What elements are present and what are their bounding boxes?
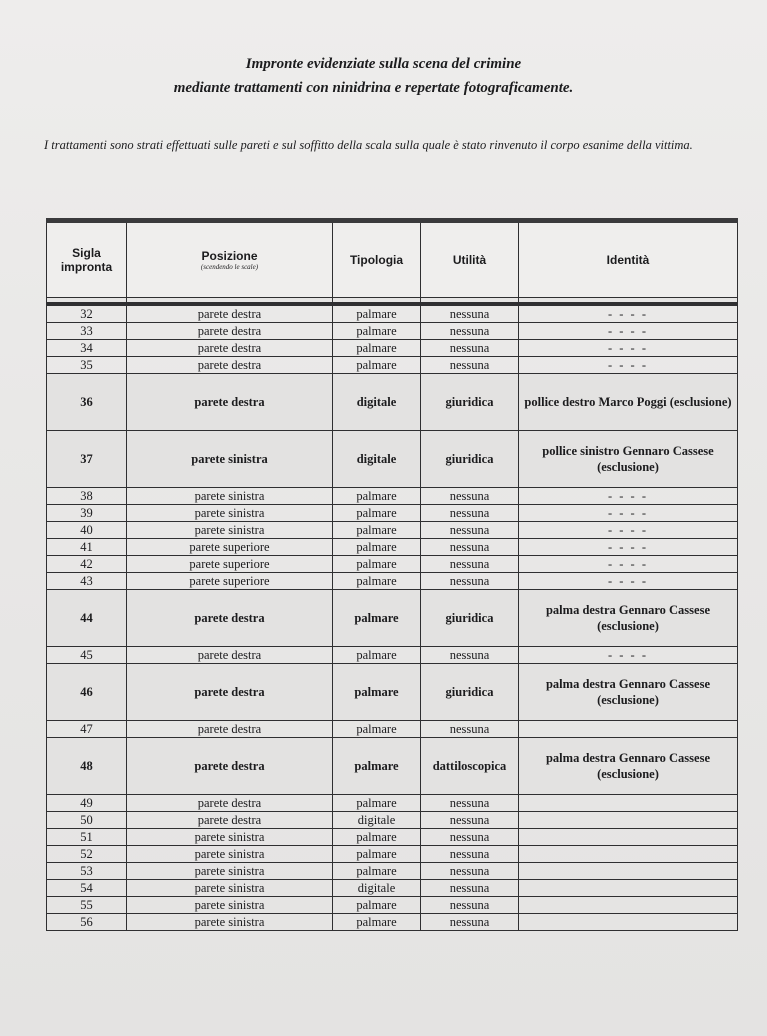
cell-posizione: parete sinistra bbox=[127, 863, 333, 880]
table-row bbox=[47, 812, 738, 829]
table-row bbox=[47, 357, 738, 374]
cell-tipologia: digitale bbox=[333, 880, 421, 897]
cell-sigla: 37 bbox=[47, 431, 127, 488]
cell-posizione: parete destra bbox=[127, 795, 333, 812]
cell-identita: - - - - bbox=[519, 505, 738, 522]
cell-utilita: nessuna bbox=[421, 539, 519, 556]
cell-utilita: nessuna bbox=[421, 573, 519, 590]
table-row bbox=[47, 738, 738, 795]
cell-tipologia: palmare bbox=[333, 664, 421, 721]
cell-sigla: 40 bbox=[47, 522, 127, 539]
table-row bbox=[47, 795, 738, 812]
table-row bbox=[47, 647, 738, 664]
table-row bbox=[47, 340, 738, 357]
table-row bbox=[47, 374, 738, 431]
cell-tipologia: palmare bbox=[333, 846, 421, 863]
cell-identita bbox=[519, 880, 738, 897]
cell-utilita: nessuna bbox=[421, 323, 519, 340]
cell-posizione: parete destra bbox=[127, 357, 333, 374]
cell-sigla: 42 bbox=[47, 556, 127, 573]
header-sigla: Sigla impronta bbox=[47, 221, 127, 298]
table-row bbox=[47, 880, 738, 897]
cell-sigla: 45 bbox=[47, 647, 127, 664]
cell-sigla: 49 bbox=[47, 795, 127, 812]
cell-tipologia: palmare bbox=[333, 914, 421, 931]
cell-sigla: 39 bbox=[47, 505, 127, 522]
cell-sigla: 34 bbox=[47, 340, 127, 357]
cell-utilita: dattiloscopica bbox=[421, 738, 519, 795]
cell-posizione: parete destra bbox=[127, 664, 333, 721]
cell-posizione: parete sinistra bbox=[127, 914, 333, 931]
cell-identita: - - - - bbox=[519, 357, 738, 374]
cell-sigla: 54 bbox=[47, 880, 127, 897]
cell-tipologia: palmare bbox=[333, 829, 421, 846]
cell-identita: pollice destro Marco Poggi (esclusione) bbox=[519, 374, 738, 431]
table-header-row bbox=[47, 221, 738, 298]
cell-identita bbox=[519, 863, 738, 880]
cell-sigla: 46 bbox=[47, 664, 127, 721]
cell-sigla: 43 bbox=[47, 573, 127, 590]
table-row bbox=[47, 505, 738, 522]
table-row bbox=[47, 488, 738, 505]
cell-sigla: 33 bbox=[47, 323, 127, 340]
table-row bbox=[47, 846, 738, 863]
cell-sigla: 35 bbox=[47, 357, 127, 374]
cell-posizione: parete sinistra bbox=[127, 488, 333, 505]
cell-sigla: 50 bbox=[47, 812, 127, 829]
cell-identita: - - - - bbox=[519, 304, 738, 323]
cell-identita: - - - - bbox=[519, 573, 738, 590]
cell-utilita: nessuna bbox=[421, 505, 519, 522]
cell-identita bbox=[519, 795, 738, 812]
cell-identita bbox=[519, 897, 738, 914]
table-row bbox=[47, 323, 738, 340]
cell-utilita: nessuna bbox=[421, 795, 519, 812]
cell-tipologia: digitale bbox=[333, 374, 421, 431]
cell-identita bbox=[519, 829, 738, 846]
table-row bbox=[47, 522, 738, 539]
cell-sigla: 51 bbox=[47, 829, 127, 846]
cell-sigla: 48 bbox=[47, 738, 127, 795]
table-row bbox=[47, 897, 738, 914]
cell-sigla: 56 bbox=[47, 914, 127, 931]
cell-utilita: giuridica bbox=[421, 431, 519, 488]
cell-identita bbox=[519, 914, 738, 931]
header-posizione bbox=[127, 221, 333, 298]
cell-tipologia: palmare bbox=[333, 863, 421, 880]
cell-identita: - - - - bbox=[519, 647, 738, 664]
cell-posizione: parete destra bbox=[127, 340, 333, 357]
cell-posizione: parete sinistra bbox=[127, 522, 333, 539]
cell-utilita: giuridica bbox=[421, 374, 519, 431]
cell-posizione: parete destra bbox=[127, 323, 333, 340]
cell-utilita: nessuna bbox=[421, 846, 519, 863]
cell-tipologia: digitale bbox=[333, 431, 421, 488]
header-identita: Identità bbox=[519, 221, 738, 298]
cell-identita: - - - - bbox=[519, 522, 738, 539]
cell-utilita: nessuna bbox=[421, 522, 519, 539]
cell-sigla: 32 bbox=[47, 304, 127, 323]
cell-identita: - - - - bbox=[519, 539, 738, 556]
cell-sigla: 53 bbox=[47, 863, 127, 880]
cell-utilita: nessuna bbox=[421, 721, 519, 738]
cell-identita: - - - - bbox=[519, 323, 738, 340]
cell-posizione: parete destra bbox=[127, 738, 333, 795]
cell-tipologia: palmare bbox=[333, 323, 421, 340]
header-tipologia: Tipologia bbox=[333, 221, 421, 298]
table-row bbox=[47, 664, 738, 721]
table-row bbox=[47, 573, 738, 590]
cell-sigla: 41 bbox=[47, 539, 127, 556]
cell-posizione: parete destra bbox=[127, 590, 333, 647]
cell-utilita: nessuna bbox=[421, 304, 519, 323]
cell-posizione: parete sinistra bbox=[127, 505, 333, 522]
cell-posizione: parete superiore bbox=[127, 539, 333, 556]
cell-sigla: 36 bbox=[47, 374, 127, 431]
fingerprints-table bbox=[46, 218, 738, 931]
cell-identita: - - - - bbox=[519, 556, 738, 573]
cell-tipologia: palmare bbox=[333, 304, 421, 323]
cell-posizione: parete destra bbox=[127, 812, 333, 829]
cell-utilita: nessuna bbox=[421, 863, 519, 880]
document-title-line-1: Impronte evidenziate sulla scena del crimine bbox=[245, 56, 522, 72]
table-row bbox=[47, 829, 738, 846]
cell-tipologia: palmare bbox=[333, 721, 421, 738]
cell-utilita: nessuna bbox=[421, 488, 519, 505]
cell-posizione: parete superiore bbox=[127, 573, 333, 590]
cell-tipologia: digitale bbox=[333, 812, 421, 829]
cell-utilita: nessuna bbox=[421, 897, 519, 914]
table-row bbox=[47, 863, 738, 880]
cell-posizione: parete destra bbox=[127, 647, 333, 664]
cell-utilita: nessuna bbox=[421, 647, 519, 664]
table-row bbox=[47, 431, 738, 488]
table-body bbox=[47, 304, 738, 931]
cell-tipologia: palmare bbox=[333, 738, 421, 795]
cell-identita bbox=[519, 721, 738, 738]
document-title-line-2: mediante trattamenti con ninidrina e repertate fotograficamente. bbox=[173, 80, 574, 96]
cell-posizione: parete superiore bbox=[127, 556, 333, 573]
cell-posizione: parete sinistra bbox=[127, 846, 333, 863]
cell-sigla: 52 bbox=[47, 846, 127, 863]
cell-tipologia: palmare bbox=[333, 357, 421, 374]
cell-tipologia: palmare bbox=[333, 488, 421, 505]
cell-identita: - - - - bbox=[519, 488, 738, 505]
cell-utilita: nessuna bbox=[421, 880, 519, 897]
cell-sigla: 44 bbox=[47, 590, 127, 647]
cell-posizione: parete sinistra bbox=[127, 829, 333, 846]
table-row bbox=[47, 721, 738, 738]
table-row bbox=[47, 556, 738, 573]
cell-tipologia: palmare bbox=[333, 897, 421, 914]
cell-identita: - - - - bbox=[519, 340, 738, 357]
cell-identita: pollice sinistro Gennaro Cassese (esclusione) bbox=[519, 431, 738, 488]
cell-utilita: nessuna bbox=[421, 556, 519, 573]
cell-sigla: 47 bbox=[47, 721, 127, 738]
cell-identita bbox=[519, 846, 738, 863]
cell-identita: palma destra Gennaro Cassese (esclusione) bbox=[519, 590, 738, 647]
cell-utilita: nessuna bbox=[421, 829, 519, 846]
cell-utilita: nessuna bbox=[421, 357, 519, 374]
table-row bbox=[47, 539, 738, 556]
cell-utilita: giuridica bbox=[421, 664, 519, 721]
cell-posizione: parete sinistra bbox=[127, 897, 333, 914]
cell-posizione: parete destra bbox=[127, 304, 333, 323]
cell-tipologia: palmare bbox=[333, 647, 421, 664]
header-posizione-label: Posizione bbox=[201, 248, 258, 263]
table-row bbox=[47, 590, 738, 647]
cell-posizione: parete destra bbox=[127, 374, 333, 431]
table-row bbox=[47, 304, 738, 323]
cell-utilita: nessuna bbox=[421, 340, 519, 357]
cell-tipologia: palmare bbox=[333, 795, 421, 812]
cell-posizione: parete destra bbox=[127, 721, 333, 738]
cell-identita: palma destra Gennaro Cassese (esclusione) bbox=[519, 738, 738, 795]
header-utilita: Utilità bbox=[421, 221, 519, 298]
cell-utilita: nessuna bbox=[421, 914, 519, 931]
cell-posizione: parete sinistra bbox=[127, 431, 333, 488]
cell-sigla: 55 bbox=[47, 897, 127, 914]
cell-tipologia: palmare bbox=[333, 590, 421, 647]
cell-posizione: parete sinistra bbox=[127, 880, 333, 897]
cell-utilita: giuridica bbox=[421, 590, 519, 647]
table-row bbox=[47, 914, 738, 931]
cell-sigla: 38 bbox=[47, 488, 127, 505]
header-posizione-note: (scendendo le scale) bbox=[200, 262, 259, 271]
cell-tipologia: palmare bbox=[333, 539, 421, 556]
cell-tipologia: palmare bbox=[333, 340, 421, 357]
cell-tipologia: palmare bbox=[333, 522, 421, 539]
cell-tipologia: palmare bbox=[333, 573, 421, 590]
cell-utilita: nessuna bbox=[421, 812, 519, 829]
cell-identita: palma destra Gennaro Cassese (esclusione) bbox=[519, 664, 738, 721]
cell-tipologia: palmare bbox=[333, 556, 421, 573]
cell-tipologia: palmare bbox=[333, 505, 421, 522]
intro-paragraph: I trattamenti sono strati effettuati sulle pareti e sul soffitto della scala sulla quale è stato rinvenuto il corpo esanime della vittima. bbox=[44, 138, 693, 152]
cell-identita bbox=[519, 812, 738, 829]
